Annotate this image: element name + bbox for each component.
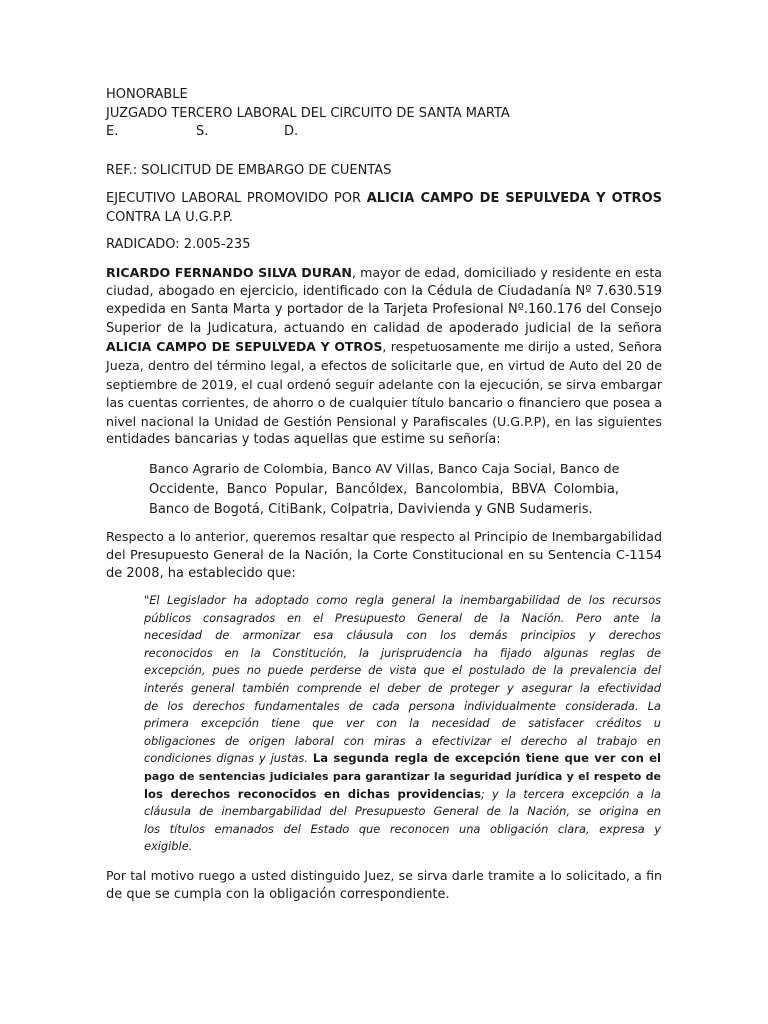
case-line-2: CONTRA LA U.G.P.P.	[106, 209, 233, 225]
body1-line-2: ciudad, abogado en ejercicio, identificado con la Cédula de Ciudadanía Nº 7.630.519	[106, 283, 662, 299]
banks-list	[149, 460, 619, 520]
quote-line-11: pago de sentencias judiciales para garantizar la seguridad jurídica y el respeto de	[144, 769, 661, 783]
quote-line-1: "El Legislador ha adoptado como regla general la inembargabilidad de los recursos	[144, 593, 661, 607]
body1-line-6: Jueza, dentro del término legal, a efectos de solicitarle que, en virtud de Auto del 20 de	[106, 357, 662, 373]
body1-line-3: expedida en Santa Marta y portador de la Tarjeta Profesional Nº.160.176 del Consejo	[106, 302, 662, 318]
quote-l10-italic: condiciones dignas y justas.	[144, 751, 308, 766]
body1-line-9: nivel nacional la Unidad de Gestión Pensional y Parafiscales (U.G.P.P), en las siguientes	[106, 413, 662, 429]
body2-line-2: del Presupuesto General de la Nación, la Corte Constitucional en su Sentencia C-1154	[106, 547, 662, 563]
quote-line-2: públicos consagrados en el Presupuesto General de la Nación. Pero ante la	[144, 610, 661, 625]
court-line: JUZGADO TERCERO LABORAL DEL CIRCUITO DE SANTA MARTA	[106, 105, 510, 121]
body1-l5-rest: , respetuosamente me dirijo a usted, Señora	[382, 339, 663, 355]
body-paragraph-1	[106, 264, 662, 450]
quote-line-9: obligaciones de origen laboral con miras a efectivizar el derecho al trabajo en	[144, 733, 661, 748]
case-line-1	[106, 190, 662, 209]
attorney-name: RICARDO FERNANDO SILVA DURAN	[106, 265, 352, 280]
quote-line-5: excepción, pues no puede perderse de vista que el postulado de la prevalencia del	[144, 663, 661, 678]
body-paragraph-2	[106, 528, 662, 584]
closing-line-1: Por tal motivo ruego a usted distinguido Juez, se sirva darle tramite a lo solicitado, a fin	[106, 868, 662, 883]
radicado-text: RADICADO: 2.005-235	[106, 237, 251, 252]
closing-line-2: de que se cumpla con la obligación correspondiente.	[106, 886, 450, 902]
client-name: ALICIA CAMPO DE SEPULVEDA Y OTROS	[106, 339, 383, 355]
esd-s: S.	[196, 124, 209, 140]
quote-line-10	[144, 750, 661, 768]
honorable-line: HONORABLE	[106, 87, 188, 102]
banks-line-2: Occidente, Banco Popular, Bancóldex, Bancolombia, BBVA Colombia,	[149, 482, 619, 497]
ref-text: REF.: SOLICITUD DE EMBARGO DE CUENTAS	[106, 163, 392, 178]
esd-e: E.	[106, 124, 119, 140]
quote-line-15: exigible.	[144, 839, 193, 854]
body1-line-5	[106, 338, 662, 357]
body1-l1-rest: , mayor de edad, domiciliado y residente en esta	[351, 265, 662, 280]
quote-l12-bold: los derechos reconocidos en dichas providencias	[144, 786, 482, 801]
body2-line-1: Respecto a lo anterior, queremos resaltar que respecto al Principio de Inembargabilidad	[106, 529, 662, 544]
case-description	[106, 190, 662, 227]
body1-line-4: Superior de la Judicatura, actuando en calidad de apoderado judicial de la señora	[106, 320, 662, 336]
quote-line-13: cláusula de inembargabilidad del Presupuesto General de la Nación, se origina en	[144, 804, 661, 819]
esd-line	[106, 123, 662, 141]
body2-line-3: de 2008, ha establecido que:	[106, 566, 296, 582]
quote-line-3: necesidad de armonizar esa cláusula con los demás principios y derechos	[144, 628, 661, 643]
quote-line-4: reconocidos en la Constitución, la jurisprudencia ha fijado algunas reglas de	[144, 645, 661, 660]
quote-line-14: los títulos emanados del Estado que reconocen una obligación clara, expresa y	[144, 821, 661, 836]
body1-line-10: entidades bancarias y todas aquellas que estime su señoría:	[106, 432, 501, 448]
quote-line-8: primera excepción tiene que ver con la necesidad de satisfacer créditos u	[144, 716, 661, 731]
quote-line-12	[144, 786, 661, 804]
closing-paragraph	[106, 867, 662, 904]
banks-line-3: Banco de Bogotá, CitiBank, Colpatria, Davivienda y GNB Sudameris.	[149, 502, 593, 517]
quote-line-6: interés general también comprende el deber de proteger y asegurar la efectividad	[144, 680, 661, 695]
reference-line	[106, 162, 662, 181]
banks-line-1: Banco Agrario de Colombia, Banco AV Villas, Banco Caja Social, Banco de	[149, 462, 620, 477]
addressee-header	[106, 86, 662, 141]
esd-d: D.	[284, 124, 299, 140]
quote-l12-italic: ; y la tercera excepción a la	[481, 786, 661, 801]
court-quote	[144, 592, 661, 856]
case-prefix: EJECUTIVO LABORAL PROMOVIDO POR	[106, 191, 362, 206]
case-parties: ALICIA CAMPO DE SEPULVEDA Y OTROS	[366, 191, 662, 206]
radicado-line	[106, 236, 662, 255]
body1-line-7: septiembre de 2019, el cual ordenó seguir adelante con la ejecución, se sirva embargar	[106, 376, 662, 392]
quote-line-7: de los derechos fundamentales de cada persona individualmente considerada. La	[144, 698, 661, 713]
quote-l10-bold: La segunda regla de excepción tiene que ver con el	[312, 751, 661, 766]
body1-line-8: las cuentas corrientes, de ahorro o de cualquier título bancario o financiero que posea a	[106, 395, 663, 411]
body1-line-1	[106, 264, 662, 283]
